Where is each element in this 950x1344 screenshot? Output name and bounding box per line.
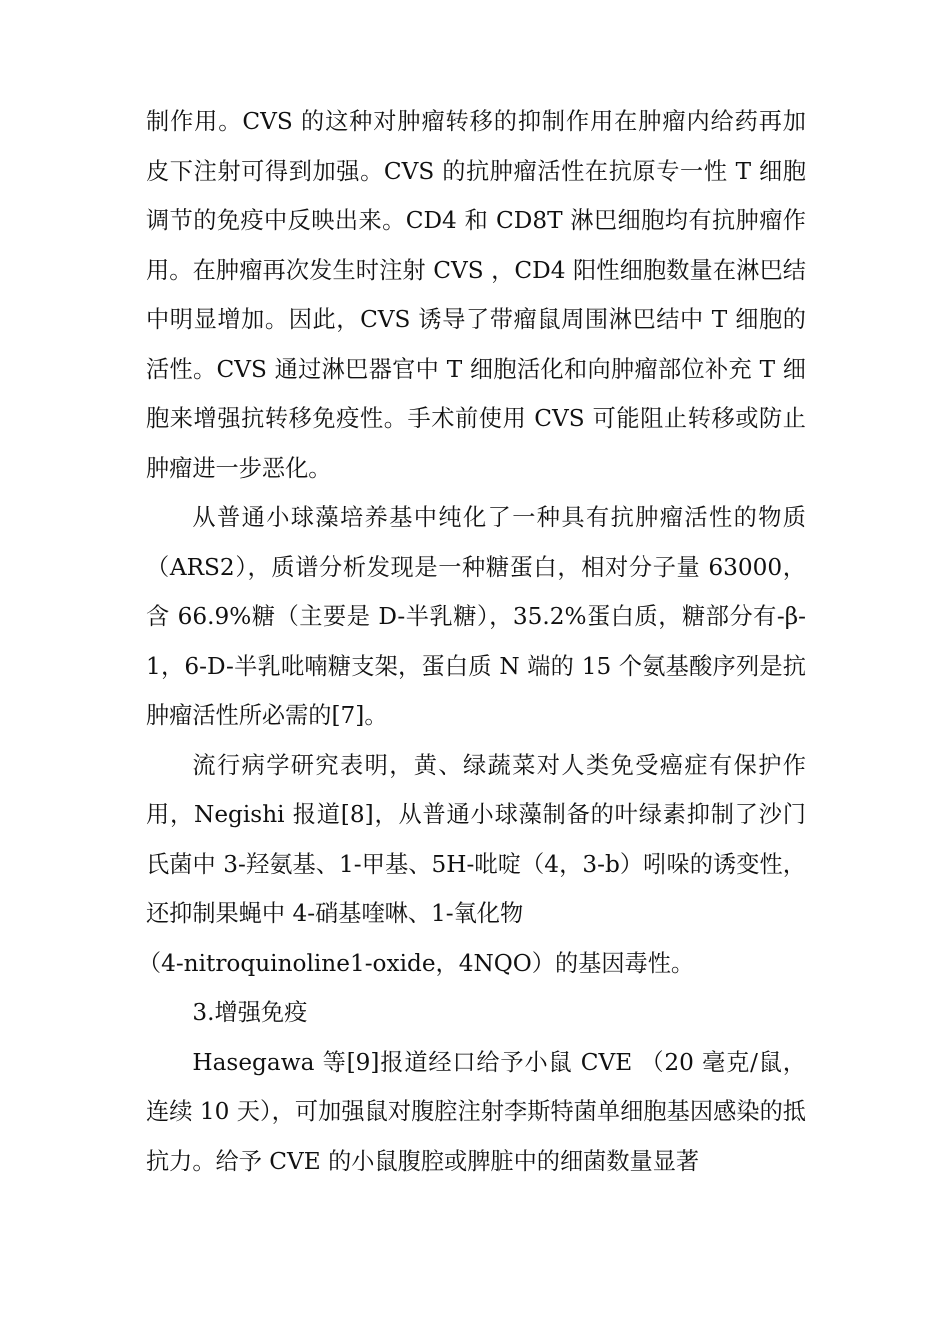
- paragraph-hasegawa-cve: Hasegawa 等[9]报道经口给予小鼠 CVE （20 毫克/鼠，连续 10 天），可加强鼠对腹腔注射李斯特菌单细胞基因感染的抵抗力。给予 CVE 的小鼠腹腔或脾脏中的细菌数量显著: [146, 1048, 806, 1175]
- paragraph-ars2-glycoprotein: 从普通小球藻培养基中纯化了一种具有抗肿瘤活性的物质 （ARS2），质谱分析发现是一种糖蛋白，相对分子量 63000，含 66.9%糖（主要是 D-半乳糖），35.2%蛋白质，糖部分有-β-1，6-D-半乳吡喃糖支架，蛋白质 N 端的 15 个氨基酸序列是抗肿瘤活性所必需的[7]。: [146, 504, 806, 729]
- paragraph-cvs-antimetastasis: 制作用。CVS 的这种对肿瘤转移的抑制作用在肿瘤内给药再加皮下注射可得到加强。CVS 的抗肿瘤活性在抗原专一性 T 细胞调节的免疫中反映出来。CD4 和 CD8T 淋巴细胞均有抗肿瘤作用。在肿瘤再次发生时注射 CVS ，CD4 阳性细胞数量在淋巴结中明显增加。因此，CVS 诱导了带瘤鼠周围淋巴结中 T 细胞的活性。CVS 通过淋巴器官中 T 细胞活化和向肿瘤部位补充 T 细胞来增强抗转移免疫性。手术前使用 CVS 可能阻止转移或防止肿瘤进一步恶化。: [146, 108, 806, 482]
- section-heading-immune-enhancement: 3.增强免疫: [192, 999, 308, 1026]
- document-page: [137, 97, 806, 1186]
- paragraph-chlorophyll-antimutagenic: 流行病学研究表明，黄、绿蔬菜对人类免受癌症有保护作用，Negishi 报道[8]，从普通小球藻制备的叶绿素抑制了沙门氏菌中 3-羟氨基、1-甲基、5H-吡啶（4，3-b）吲哚的诱变性，还抑制果蝇中 4-硝基喹啉、1-氧化物: [146, 751, 806, 927]
- paragraph-4nqo-line: （4-nitroquinoline1-oxide，4NQO）的基因毒性。: [137, 949, 695, 977]
